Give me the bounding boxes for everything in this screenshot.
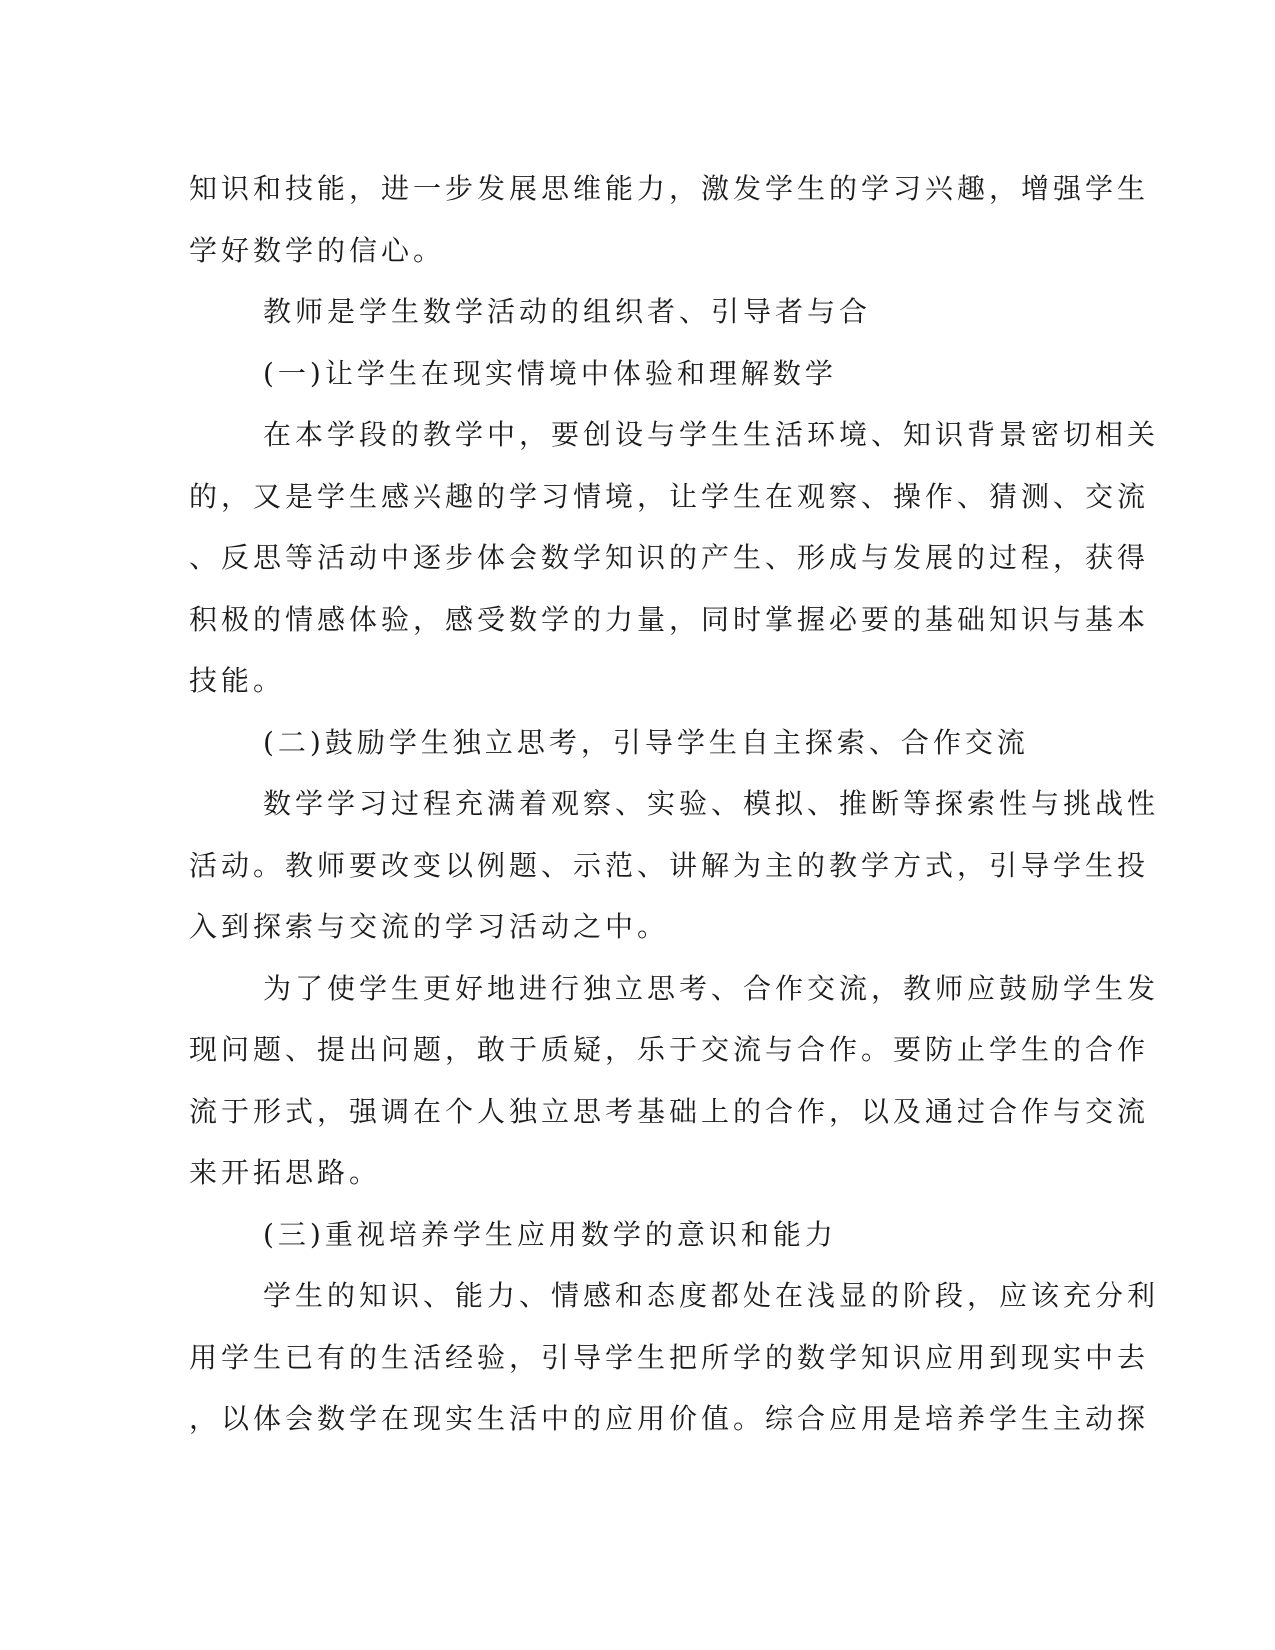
text-line: 活动。教师要改变以例题、示范、讲解为主的教学方式，引导学生投 <box>189 848 1150 882</box>
text-line: ，以体会数学在现实生活中的应用价值。综合应用是培养学生主动探 <box>189 1402 1150 1435</box>
text-line: 来开拓思路。 <box>189 1156 382 1189</box>
text-line: 学好数学的信心。 <box>189 233 446 267</box>
section-heading: (一)让学生在现实情境中体验和理解数学 <box>263 356 837 390</box>
paragraph-line: 为了使学生更好地进行独立思考、合作交流，教师应鼓励学生发 <box>263 971 1160 1005</box>
paragraph-line: 在本学段的教学中，要创设与学生生活环境、知识背景密切相关 <box>263 418 1160 451</box>
paragraph-line: 数学学习过程充满着观察、实验、模拟、推断等探索性与挑战性 <box>263 787 1160 820</box>
text-line: 技能。 <box>189 664 286 697</box>
text-line: 积极的情感体验，感受数学的力量，同时掌握必要的基础知识与基本 <box>189 602 1150 636</box>
paragraph-line: 学生的知识、能力、情感和态度都处在浅显的阶段，应该充分利 <box>263 1279 1160 1312</box>
text-line: 知识和技能，进一步发展思维能力，激发学生的学习兴趣，增强学生 <box>189 172 1150 205</box>
text-line: 现问题、提出问题，敢于质疑，乐于交流与合作。要防止学生的合作 <box>189 1033 1150 1066</box>
text-line: 流于形式，强调在个人独立思考基础上的合作，以及通过合作与交流 <box>189 1094 1150 1128</box>
text-line: 入到探索与交流的学习活动之中。 <box>189 910 670 943</box>
paragraph-line: 教师是学生数学活动的组织者、引导者与合 <box>263 295 872 328</box>
text-line: 、反思等活动中逐步体会数学知识的产生、形成与发展的过程，获得 <box>189 541 1150 574</box>
text-line: 的，又是学生感兴趣的学习情境，让学生在观察、操作、猜测、交流 <box>189 479 1150 513</box>
section-heading: (三)重视培养学生应用数学的意识和能力 <box>263 1217 837 1251</box>
body-text <box>189 158 1160 1450</box>
text-line: 用学生已有的生活经验，引导学生把所学的数学知识应用到现实中去 <box>189 1340 1150 1374</box>
section-heading: (二)鼓励学生独立思考，引导学生自主探索、合作交流 <box>263 725 1029 759</box>
